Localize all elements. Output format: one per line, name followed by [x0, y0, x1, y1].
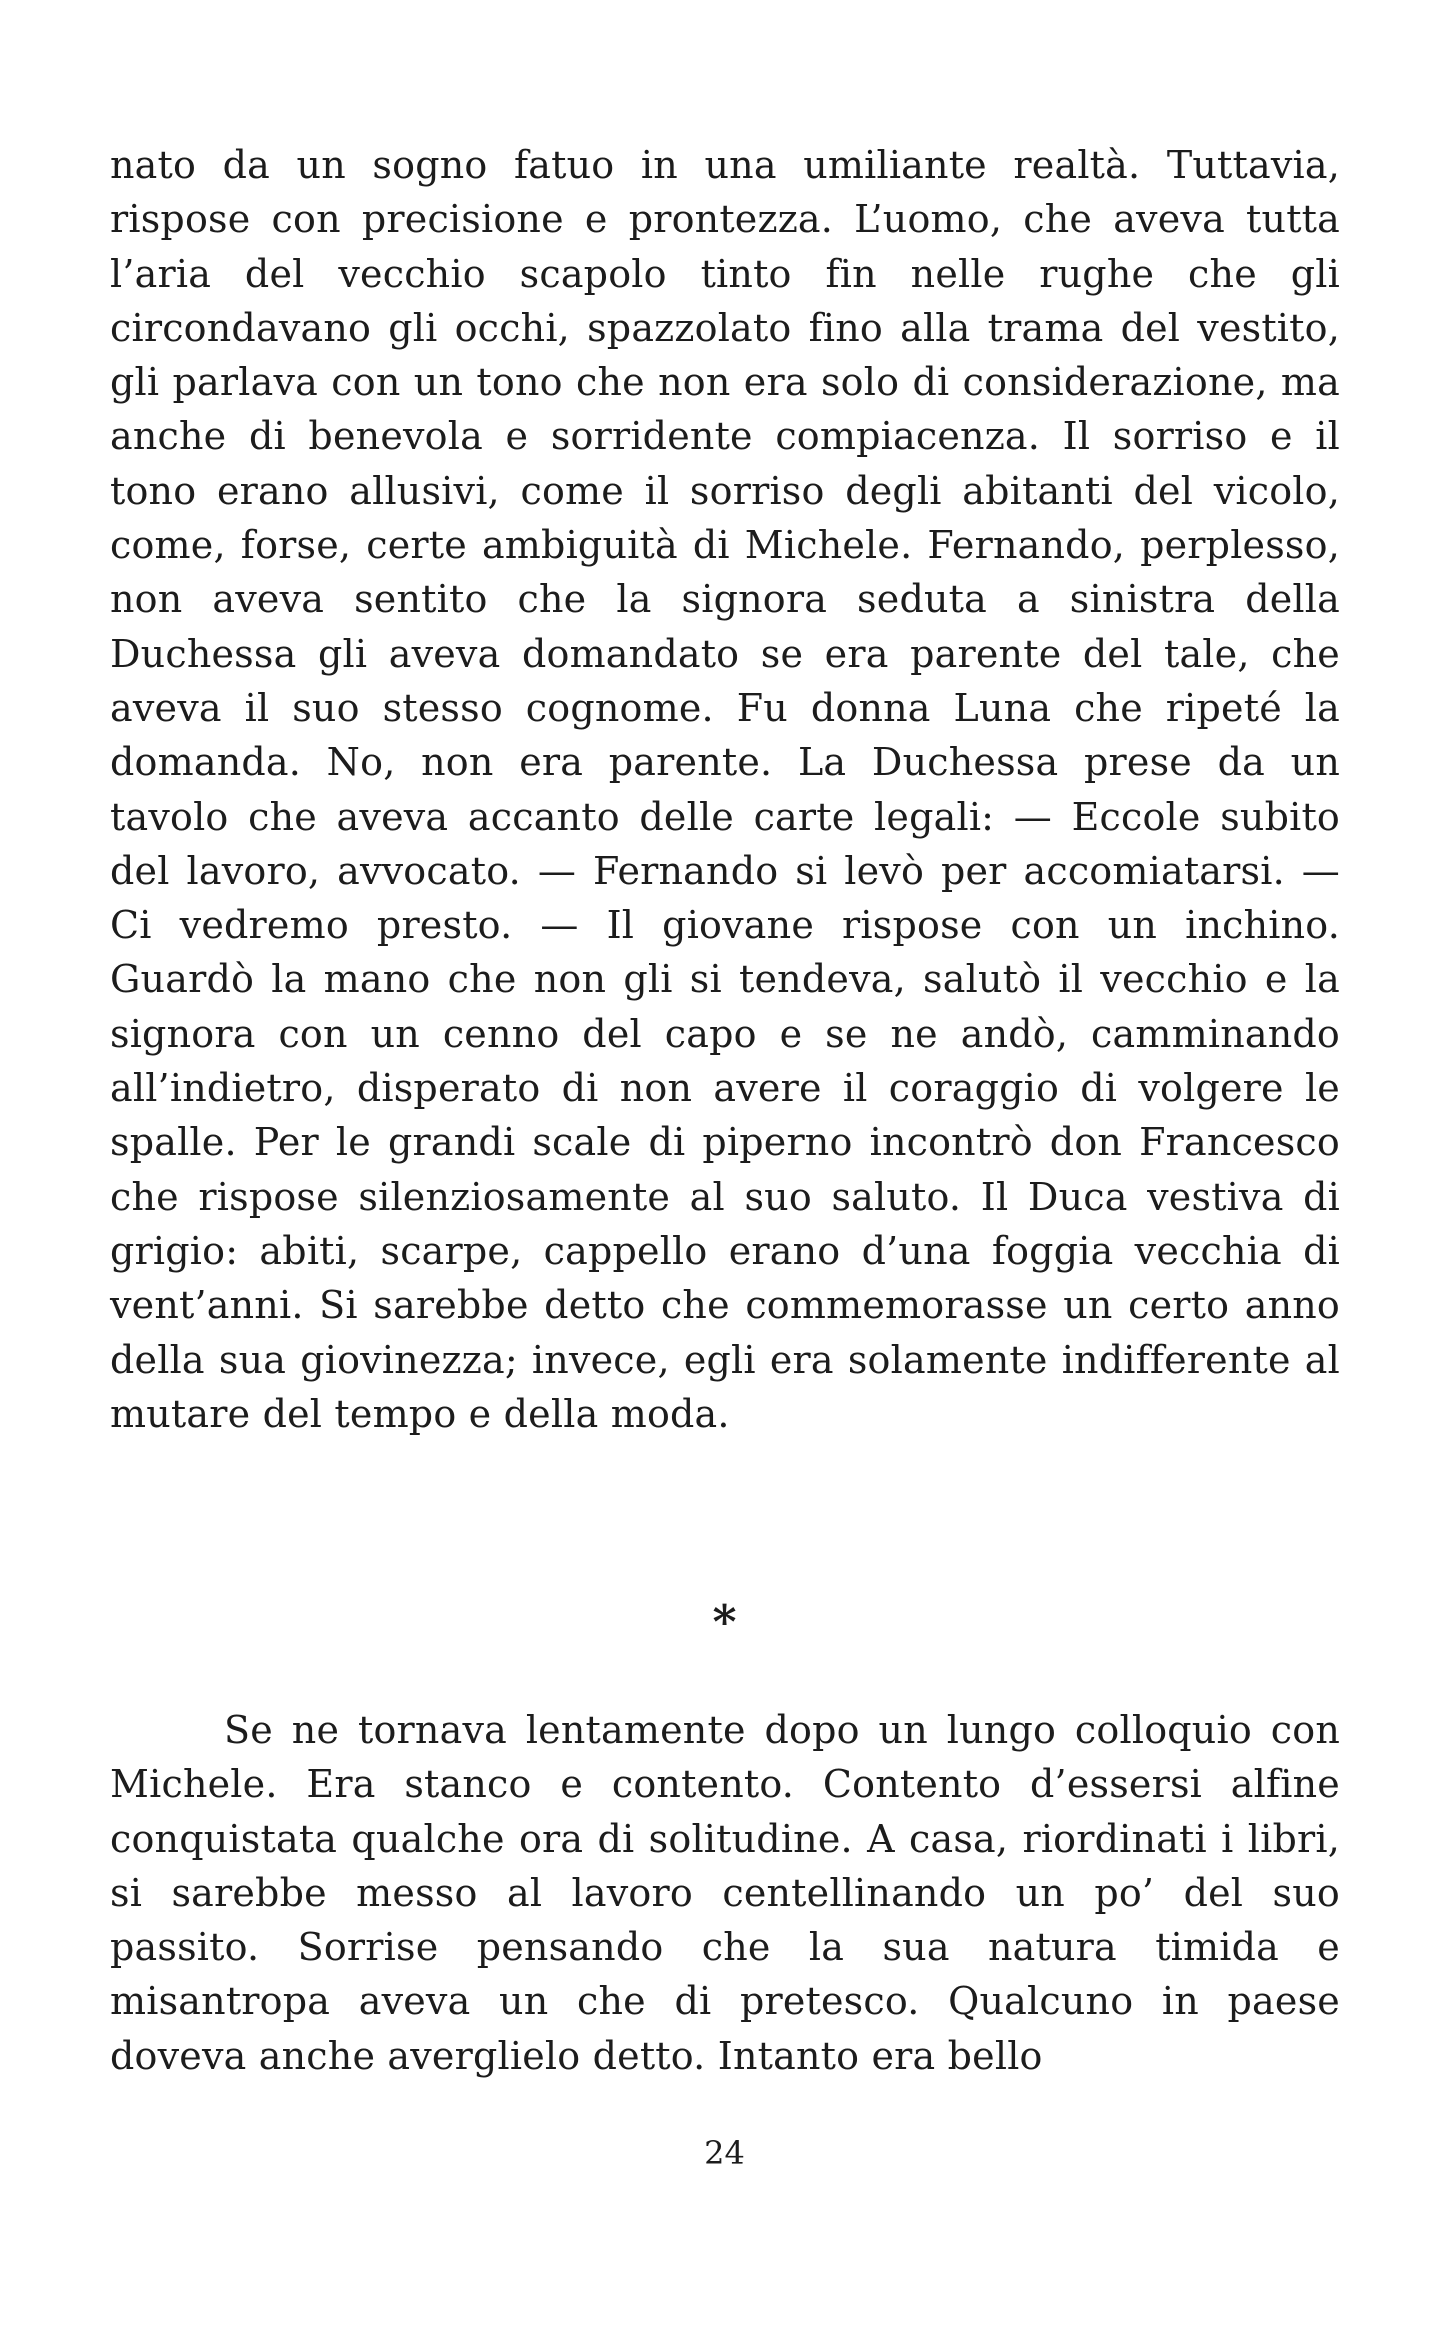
- page-number: 24: [704, 2134, 745, 2172]
- paragraph-1: nato da un sogno fatuo in una umiliante realtà. Tuttavia, rispose con precisione e prontezza. L’uomo, che aveva tutta l’aria del vecchio scapolo tinto fin nelle rughe che gli circondavano gli occhi, spazzolato fino alla trama del vestito, gli parlava con un tono che non era solo di considerazione, ma anche di benevola e sorridente compiacenza. Il sorriso e il tono erano allusivi, come il sorriso degli abitanti del vicolo, come, forse, certe ambiguità di Michele. Fernando, perplesso, non aveva sentito che la signora seduta a sinistra della Duchessa gli aveva domandato se era parente del tale, che aveva il suo stesso cognome. Fu donna Luna che ripeté la domanda. No, non era parente. La Duchessa prese da un tavolo che aveva accanto delle carte legali: — Eccole subito del lavoro, avvocato. — Fernando si levò per accomiatarsi. — Ci vedremo presto. — Il giovane rispose con un inchino. Guardò la mano che non gli si tendeva, salutò il vecchio e la signora con un cenno del capo e se ne andò, camminando all’indietro, disperato di non avere il coraggio di volgere le spalle. Per le grandi scale di piperno incontrò don Francesco che rispose silenziosamente al suo saluto. Il Duca vestiva di grigio: abiti, scarpe, cappello erano d’una foggia vecchia di vent’anni. Si sarebbe detto che commemorasse un certo anno della sua giovinezza; invece, egli era solamente indifferente al mutare del tempo e della moda.: [110, 143, 1340, 1436]
- section-separator: *: [712, 1595, 737, 1649]
- paragraph-2: Se ne tornava lentamente dopo un lungo colloquio con Michele. Era stanco e contento. Contento d’essersi alfine conquistata qualche ora di solitudine. A casa, riordinati i libri, si sarebbe messo al lavoro centellinando un po’ del suo passito. Sorrise pensando che la sua natura timida e misantropa aveva un che di pretesco. Qualcuno in paese doveva anche averglielo detto. Intanto era bello: [110, 1708, 1340, 2078]
